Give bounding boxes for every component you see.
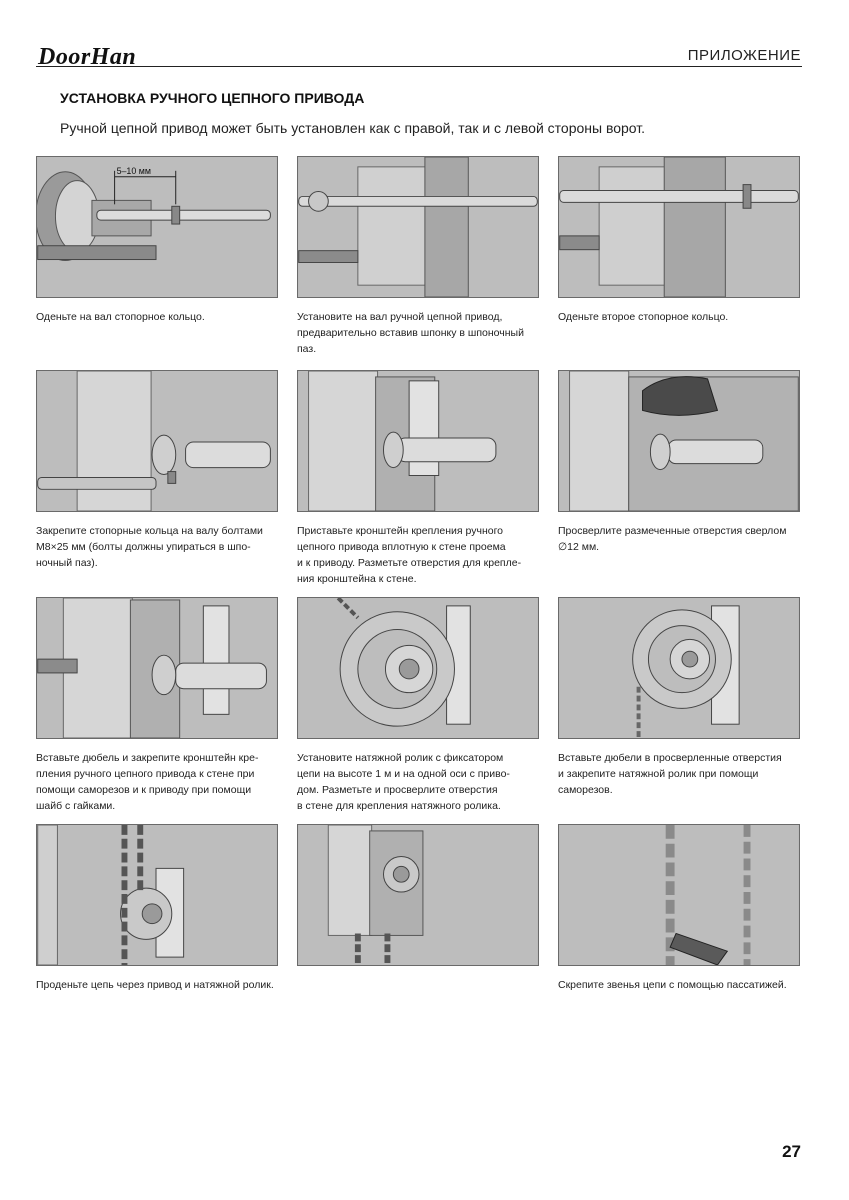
page-title: УСТАНОВКА РУЧНОГО ЦЕПНОГО ПРИВОДА (60, 90, 365, 106)
step-8-caption: Установите натяжной ролик с фиксатором цепи на высоте 1 м и на одной оси с приво- дом. Разметьте и просверлите отверстия в стене для крепления натяжного ролика. (297, 752, 510, 812)
step-10 (36, 824, 278, 993)
step-10-caption: Проденьте цепь через привод и натяжной ролик. (36, 979, 274, 991)
step-1-illustration (36, 156, 278, 298)
step-1-caption: Оденьте на вал стопорное кольцо. (36, 311, 205, 323)
step-1 (36, 156, 278, 325)
step-6 (558, 370, 800, 555)
step-12-caption: Скрепите звенья цепи с помощью пассатижей. (558, 979, 787, 991)
step-5-illustration (297, 370, 539, 512)
step-8 (297, 597, 539, 814)
shaft-with-drum-illustration (37, 157, 277, 297)
step-9 (558, 597, 800, 798)
step-4-caption: Закрепите стопорные кольца на валу болтами М8×25 мм (болты должны упираться в шпо- ночный паз). (36, 525, 263, 569)
step-5 (297, 370, 539, 587)
step-2 (297, 156, 539, 357)
step-8-illustration (297, 597, 539, 739)
section-label: ПРИЛОЖЕНИЕ (687, 47, 801, 64)
step-12 (558, 824, 800, 993)
step-7-illustration (36, 597, 278, 739)
step-6-caption: Просверлите размеченные отверстия сверлом ∅12 мм. (558, 525, 787, 553)
page-number: 27 (782, 1142, 801, 1161)
step-3-caption: Оденьте второе стопорное кольцо. (558, 311, 729, 323)
step-2-caption: Установите на вал ручной цепной привод, предварительно вставив шпонку в шпоночный паз. (297, 311, 524, 355)
step-4-illustration (36, 370, 278, 512)
brand-logo: DoorHan (38, 44, 137, 70)
step-7-caption: Вставьте дюбель и закрепите кронштейн кре- пления ручного цепного привода к стене при помощи саморезов и к приводу при помощи шайб с гайками. (36, 752, 259, 812)
step-11 (297, 824, 539, 977)
step-6-illustration (558, 370, 800, 512)
step-5-caption: Приставьте кронштейн крепления ручного цепного привода вплотную к стене проема и к приводу. Разметьте отверстия для крепле- ния кронштейна к стене. (297, 525, 522, 585)
step-3-illustration (558, 156, 800, 298)
step-12-illustration (558, 824, 800, 966)
step-9-caption: Вставьте дюбели в просверленные отверстия и закрепите натяжной ролик при помощи саморезов. (558, 752, 782, 796)
step-3 (558, 156, 800, 325)
header-rule (36, 66, 802, 67)
step-9-illustration (558, 597, 800, 739)
step-11-illustration (297, 824, 539, 966)
step-7 (36, 597, 278, 814)
dimension-label: 5–10 мм (116, 165, 151, 176)
step-10-illustration (36, 824, 278, 966)
step-2-illustration (297, 156, 539, 298)
intro-text: Ручной цепной привод может быть установлен как с правой, так и с левой стороны ворот. (60, 120, 646, 136)
step-4 (36, 370, 278, 571)
